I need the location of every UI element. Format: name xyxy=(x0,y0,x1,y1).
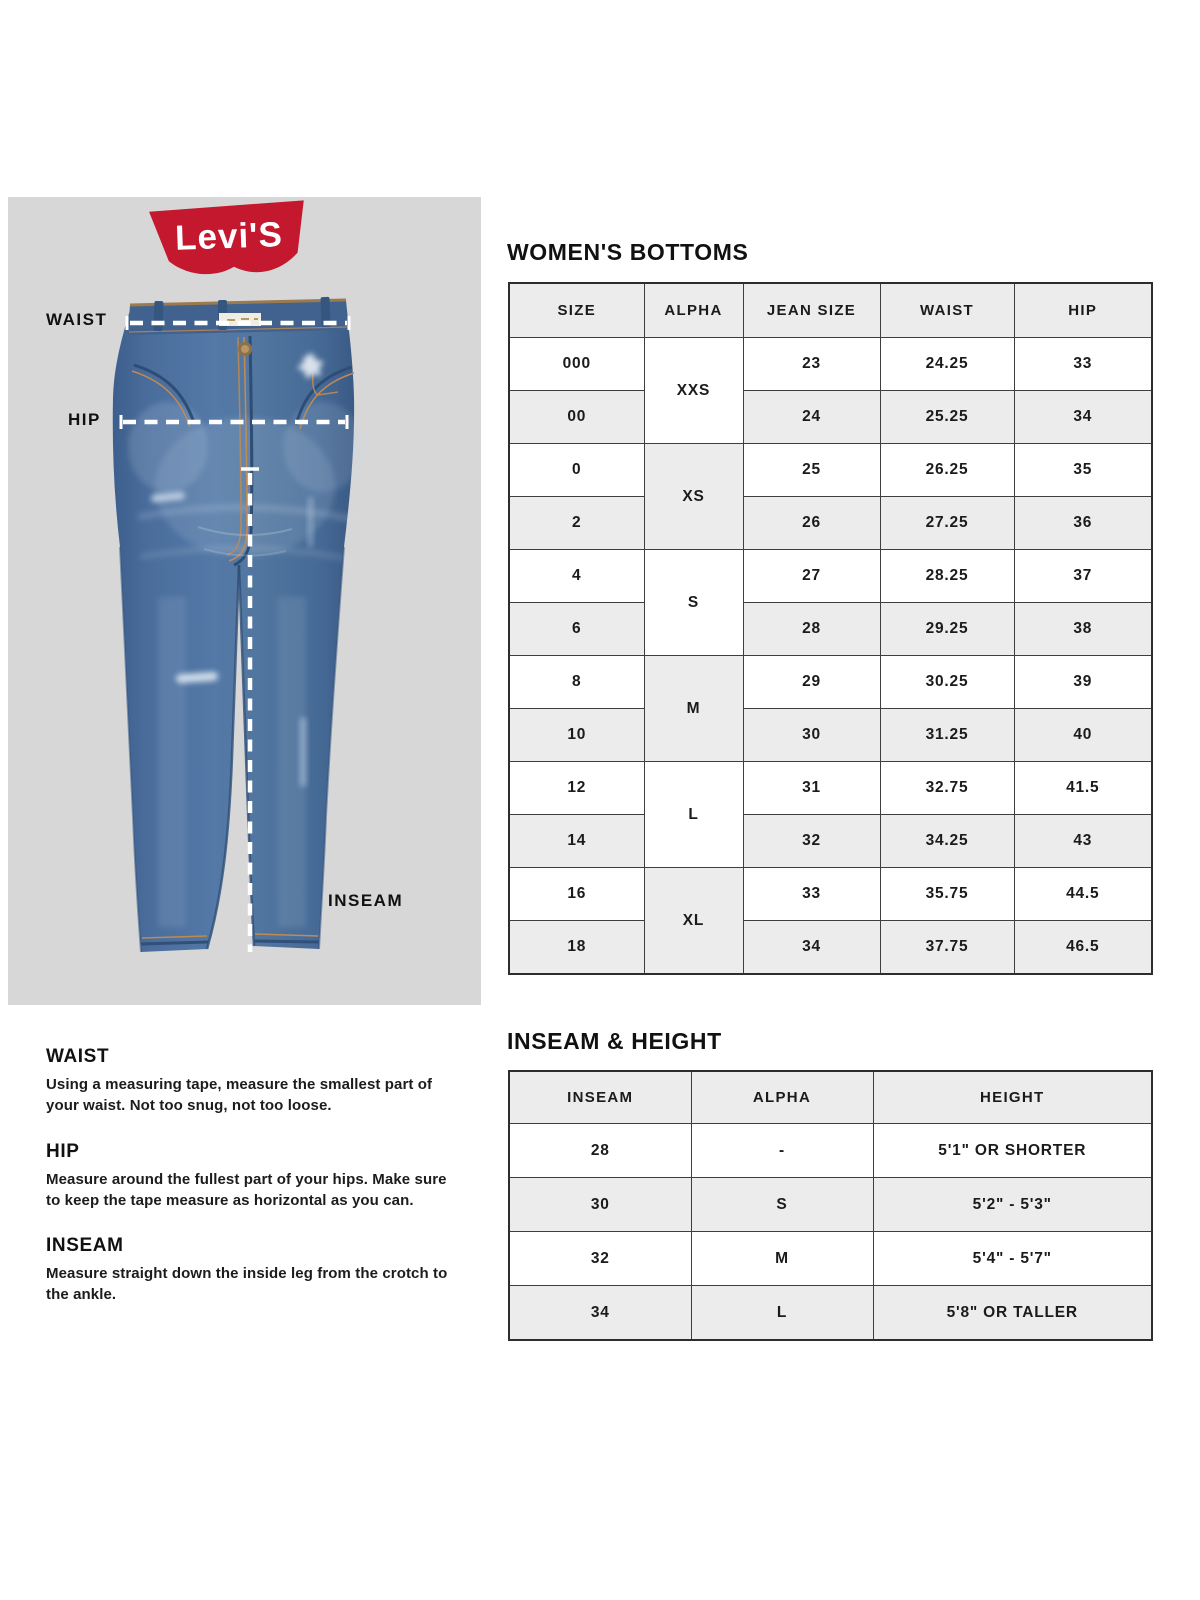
cell-size: 000 xyxy=(509,338,644,391)
header-row xyxy=(509,283,1152,338)
cell-jean: 25 xyxy=(743,444,880,497)
cell-hip: 46.5 xyxy=(1014,921,1152,975)
cell-height: 5'4" - 5'7" xyxy=(873,1232,1152,1286)
cell-size: 18 xyxy=(509,921,644,975)
cell-jean: 29 xyxy=(743,656,880,709)
cell-inseam: 28 xyxy=(509,1124,691,1178)
inseam-label: INSEAM xyxy=(328,891,404,910)
cell-waist: 34.25 xyxy=(880,815,1014,868)
cell-inseam: 30 xyxy=(509,1178,691,1232)
cell-size: 00 xyxy=(509,391,644,444)
cell-height: 5'1" OR SHORTER xyxy=(873,1124,1152,1178)
table-row xyxy=(509,868,1152,921)
column-header-alpha: ALPHA xyxy=(644,283,743,338)
registered-trademark-icon: ® xyxy=(279,197,299,226)
table-row xyxy=(509,921,1152,975)
cell-jean: 32 xyxy=(743,815,880,868)
waist-instruction-heading: WAIST xyxy=(46,1046,110,1067)
inseam-instruction-heading: INSEAM xyxy=(46,1235,124,1257)
cell-hip: 40 xyxy=(1014,709,1152,762)
jeans-graphic xyxy=(113,297,363,952)
cell-hip: 44.5 xyxy=(1014,868,1152,921)
cell-waist: 32.75 xyxy=(880,762,1014,815)
column-header-height: HEIGHT xyxy=(873,1071,1152,1124)
hip-label: HIP xyxy=(68,410,101,429)
cell-alpha: XXS xyxy=(644,338,743,444)
womens-bottoms-title: WOMEN'S BOTTOMS xyxy=(507,239,749,265)
cell-inseam: 32 xyxy=(509,1232,691,1286)
cell-waist: 28.25 xyxy=(880,550,1014,603)
column-header-jean-size: JEAN SIZE xyxy=(743,283,880,338)
cell-hip: 38 xyxy=(1014,603,1152,656)
cell-jean: 34 xyxy=(743,921,880,975)
cell-waist: 26.25 xyxy=(880,444,1014,497)
table-row xyxy=(509,1178,1152,1232)
table-row xyxy=(509,709,1152,762)
column-header-alpha: ALPHA xyxy=(691,1071,873,1124)
cell-jean: 27 xyxy=(743,550,880,603)
cell-jean: 26 xyxy=(743,497,880,550)
cell-alpha: - xyxy=(691,1124,873,1178)
table-row xyxy=(509,1232,1152,1286)
table-row xyxy=(509,550,1152,603)
cell-hip: 34 xyxy=(1014,391,1152,444)
cell-jean: 28 xyxy=(743,603,880,656)
table-row xyxy=(509,1124,1152,1178)
cell-hip: 39 xyxy=(1014,656,1152,709)
cell-waist: 27.25 xyxy=(880,497,1014,550)
table-row xyxy=(509,444,1152,497)
inseam-height-title: INSEAM & HEIGHT xyxy=(507,1028,722,1054)
cell-waist: 31.25 xyxy=(880,709,1014,762)
table-row xyxy=(509,815,1152,868)
table-row xyxy=(509,762,1152,815)
column-header-waist: WAIST xyxy=(880,283,1014,338)
hip-instruction-heading: HIP xyxy=(46,1140,80,1162)
cell-size: 8 xyxy=(509,656,644,709)
cell-hip: 41.5 xyxy=(1014,762,1152,815)
levis-logo xyxy=(149,197,306,276)
cell-jean: 30 xyxy=(743,709,880,762)
cell-hip: 43 xyxy=(1014,815,1152,868)
cell-size: 0 xyxy=(509,444,644,497)
cell-jean: 23 xyxy=(743,338,880,391)
cell-size: 12 xyxy=(509,762,644,815)
cell-alpha: S xyxy=(691,1178,873,1232)
measurement-instructions xyxy=(46,1046,461,1306)
levis-wordmark: Levi'S xyxy=(174,215,284,258)
cell-waist: 24.25 xyxy=(880,338,1014,391)
hip-instruction-body: Measure around the fullest part of your hips. Make sure to keep the tape measure as horizontal as you can. xyxy=(46,1170,447,1209)
table-row xyxy=(509,603,1152,656)
womens-bottoms-table xyxy=(508,282,1153,975)
table-row xyxy=(509,338,1152,391)
inseam-height-table xyxy=(508,1070,1153,1341)
cell-size: 2 xyxy=(509,497,644,550)
cell-inseam: 34 xyxy=(509,1286,691,1341)
waist-label: WAIST xyxy=(46,310,108,329)
cell-alpha: XL xyxy=(644,868,743,975)
cell-size: 14 xyxy=(509,815,644,868)
column-header-hip: HIP xyxy=(1014,283,1152,338)
cell-waist: 25.25 xyxy=(880,391,1014,444)
cell-size: 4 xyxy=(509,550,644,603)
cell-alpha: M xyxy=(644,656,743,762)
cell-waist: 37.75 xyxy=(880,921,1014,975)
header-row xyxy=(509,1071,1152,1124)
waist-instruction-body: Using a measuring tape, measure the smallest part of your waist. Not too snug, not too loose. xyxy=(46,1076,433,1115)
cell-alpha: XS xyxy=(644,444,743,550)
cell-jean: 24 xyxy=(743,391,880,444)
measurement-diagram-panel xyxy=(8,197,481,1005)
cell-jean: 31 xyxy=(743,762,880,815)
table-row xyxy=(509,391,1152,444)
column-header-size: SIZE xyxy=(509,283,644,338)
cell-hip: 37 xyxy=(1014,550,1152,603)
cell-size: 6 xyxy=(509,603,644,656)
column-header-inseam: INSEAM xyxy=(509,1071,691,1124)
cell-size: 10 xyxy=(509,709,644,762)
cell-height: 5'8" OR TALLER xyxy=(873,1286,1152,1341)
cell-alpha: S xyxy=(644,550,743,656)
cell-waist: 35.75 xyxy=(880,868,1014,921)
cell-hip: 36 xyxy=(1014,497,1152,550)
cell-size: 16 xyxy=(509,868,644,921)
jeans-body xyxy=(113,302,354,952)
inseam-instruction-body: Measure straight down the inside leg from the crotch to the ankle. xyxy=(46,1265,448,1304)
cell-alpha: M xyxy=(691,1232,873,1286)
cell-hip: 35 xyxy=(1014,444,1152,497)
cell-height: 5'2" - 5'3" xyxy=(873,1178,1152,1232)
table-row xyxy=(509,656,1152,709)
cell-jean: 33 xyxy=(743,868,880,921)
cell-alpha: L xyxy=(644,762,743,868)
table-row xyxy=(509,1286,1152,1341)
cell-waist: 29.25 xyxy=(880,603,1014,656)
cell-hip: 33 xyxy=(1014,338,1152,391)
cell-waist: 30.25 xyxy=(880,656,1014,709)
cell-alpha: L xyxy=(691,1286,873,1341)
table-row xyxy=(509,497,1152,550)
